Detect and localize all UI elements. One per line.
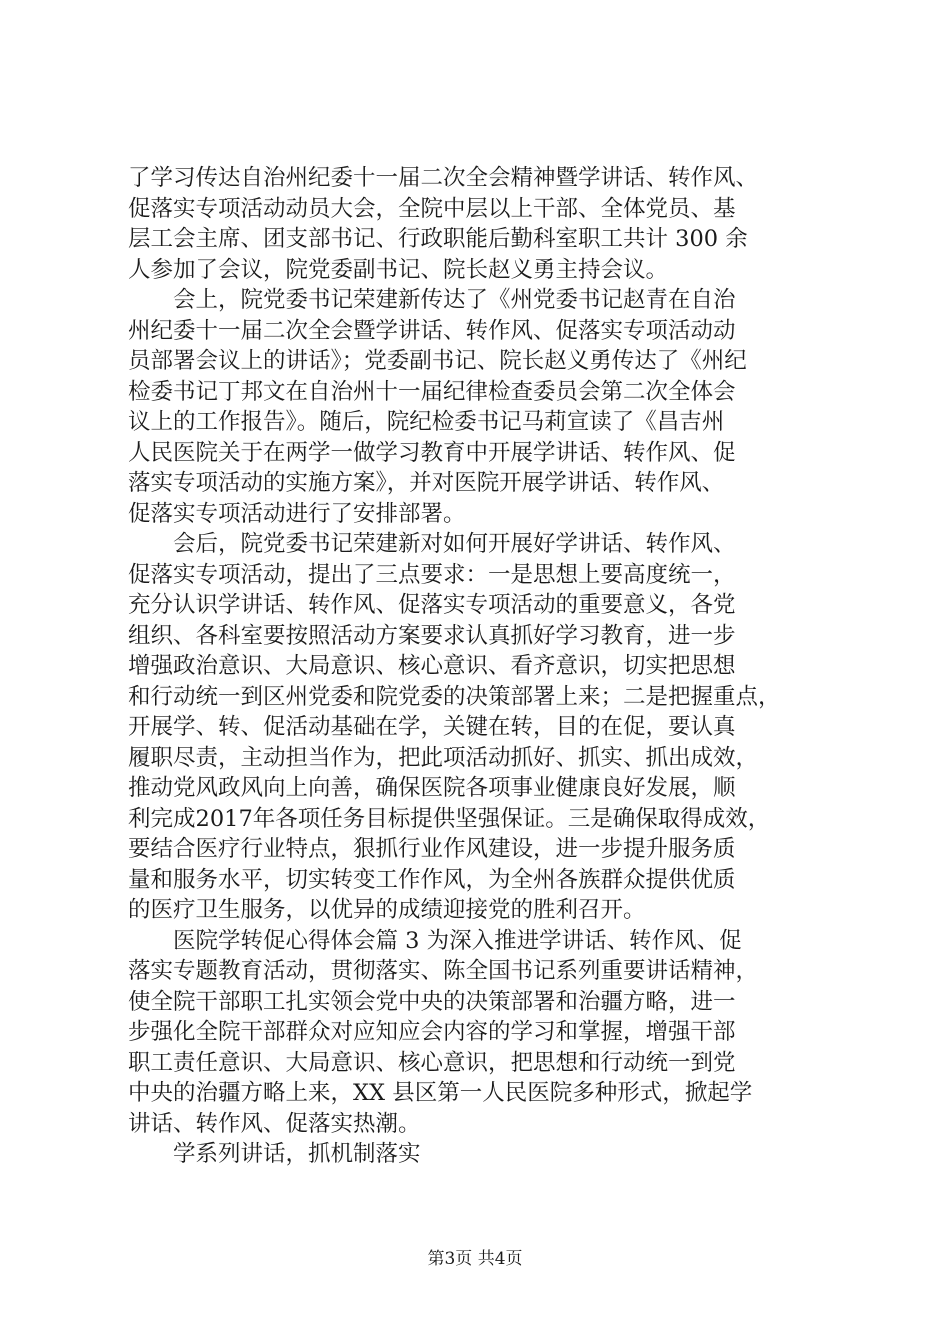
text-line: 议上的工作报告》。随后，院纪检委书记马莉宣读了《昌吉州 [128, 409, 725, 435]
text-line: 职工责任意识、大局意识、核心意识，把思想和行动统一到党 [128, 1049, 736, 1076]
text-line: 利完成2017年各项任务目标提供坚强保证。三是确保取得成效， [128, 805, 771, 832]
text-line: 要结合医疗行业特点，狠抓行业作风建设，进一步提升服务质 [128, 836, 736, 862]
text-line: 落实专题教育活动，贯彻落实、陈全国书记系列重要讲话精神， [128, 958, 759, 984]
text-line: 州纪委十一届二次全会暨学讲话、转作风、促落实专项活动动 [128, 317, 736, 344]
text-line: 检委书记丁邦文在自治州十一届纪律检查委员会第二次全体会 [128, 378, 736, 405]
text-line: 促落实专项活动进行了安排部署。 [128, 500, 466, 527]
text-line: 步强化全院干部群众对应知应会内容的学习和掌握，增强干部 [128, 1019, 736, 1045]
text-line: 量和服务水平，切实转变工作作风，为全州各族群众提供优质 [128, 866, 736, 893]
text-line: 推动党风政风向上向善，确保医院各项事业健康良好发展，顺 [128, 775, 736, 801]
text-line: 中央的治疆方略上来，XX 县区第一人民医院多种形式，掀起学 [128, 1080, 753, 1106]
text-line: 员部署会议上的讲话》；党委副书记、院长赵义勇传达了《州纪 [128, 348, 747, 374]
text-line: 落实专项活动的实施方案》，并对医院开展学讲话、转作风、 [128, 470, 725, 496]
text-line: 人参加了会议，院党委副书记、院长赵义勇主持会议。 [128, 256, 669, 283]
text-line: 会后，院党委书记荣建新对如何开展好学讲话、转作风、 [128, 531, 736, 557]
text-line: 层工会主席、团支部书记、行政职能后勤科室职工共计 300 余 [128, 226, 748, 252]
text-line: 充分认识学讲话、转作风、促落实专项活动的重要意义，各党 [128, 592, 736, 618]
text-line: 增强政治意识、大局意识、核心意识、看齐意识，切实把思想 [128, 653, 736, 679]
text-line: 促落实专项活动动员大会，全院中层以上干部、全体党员、基 [128, 195, 736, 222]
text-line: 开展学、转、促活动基础在学，关键在转，目的在促，要认真 [128, 714, 736, 740]
text-line: 讲话、转作风、促落实热潮。 [128, 1110, 421, 1137]
page-footer: 第3页 共4页 [427, 1249, 523, 1269]
text-line: 使全院干部职工扎实领会党中央的决策部署和治疆方略，进一 [128, 988, 736, 1015]
text-line: 促落实专项活动，提出了三点要求：一是思想上要高度统一， [128, 561, 736, 588]
text-line: 医院学转促心得体会篇 3 为深入推进学讲话、转作风、促 [128, 927, 742, 954]
text-line: 和行动统一到区州党委和院党委的决策部署上来；二是把握重点， [128, 683, 781, 710]
body-text [128, 163, 828, 1170]
text-line: 的医疗卫生服务，以优异的成绩迎接党的胜利召开。 [128, 897, 646, 923]
text-line: 学系列讲话，抓机制落实 [128, 1141, 421, 1167]
text-line: 履职尽责，主动担当作为，把此项活动抓好、抓实、抓出成效， [128, 744, 759, 771]
text-line: 人民医院关于在两学一做学习教育中开展学讲话、转作风、促 [128, 439, 736, 466]
text-line: 了学习传达自治州纪委十一届二次全会精神暨学讲话、转作风、 [128, 165, 759, 191]
text-line: 组织、各科室要按照活动方案要求认真抓好学习教育，进一步 [128, 622, 736, 649]
text-line: 会上，院党委书记荣建新传达了《州党委书记赵青在自治 [128, 287, 736, 313]
